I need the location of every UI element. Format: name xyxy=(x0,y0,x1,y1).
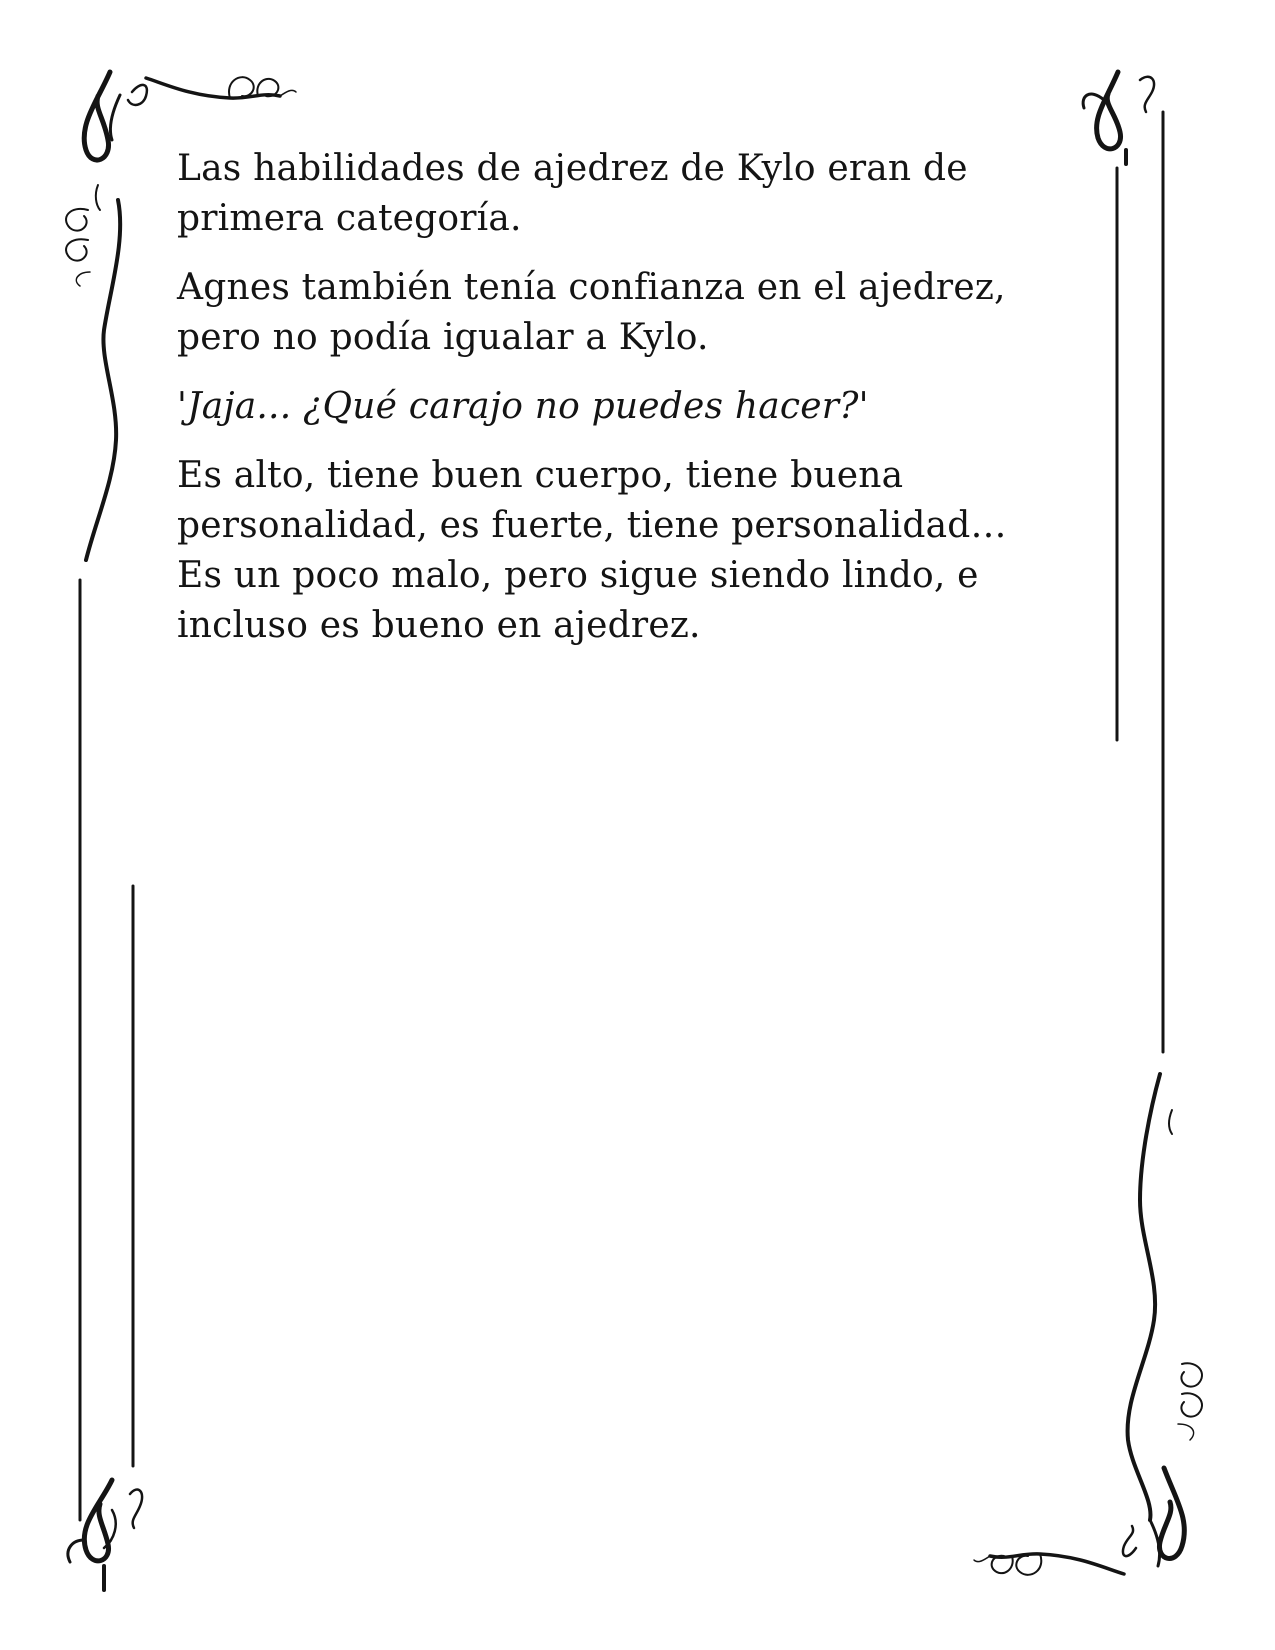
left-rails xyxy=(80,580,133,1520)
top-right-flourish xyxy=(1083,72,1163,1052)
paragraph-4-line-4: incluso es bueno en ajedrez. xyxy=(177,605,701,646)
paragraph-4-line-2: personalidad, es fuerte, tiene personalidad… xyxy=(177,505,1007,546)
paragraph-2 xyxy=(177,263,1077,363)
paragraph-1 xyxy=(177,144,1077,244)
paragraph-4 xyxy=(177,451,1077,651)
paragraph-3-thought xyxy=(177,382,1077,432)
paragraph-3-line-1: 'Jaja... ¿Qué carajo no puedes hacer?' xyxy=(177,386,869,427)
paragraph-1-line-1: Las habilidades de ajedrez de Kylo eran de xyxy=(177,148,968,189)
paragraph-2-line-1: Agnes también tenía confianza en el ajedrez, xyxy=(177,267,1006,308)
paragraph-1-line-2: primera categoría. xyxy=(177,198,522,239)
bottom-right-flourish xyxy=(974,1074,1202,1575)
paragraph-4-line-3: Es un poco malo, pero sigue siendo lindo, e xyxy=(177,555,979,596)
paragraph-2-line-2: pero no podía igualar a Kylo. xyxy=(177,317,709,358)
paragraph-4-line-1: Es alto, tiene buen cuerpo, tiene buena xyxy=(177,455,904,496)
body-text xyxy=(177,144,1077,670)
